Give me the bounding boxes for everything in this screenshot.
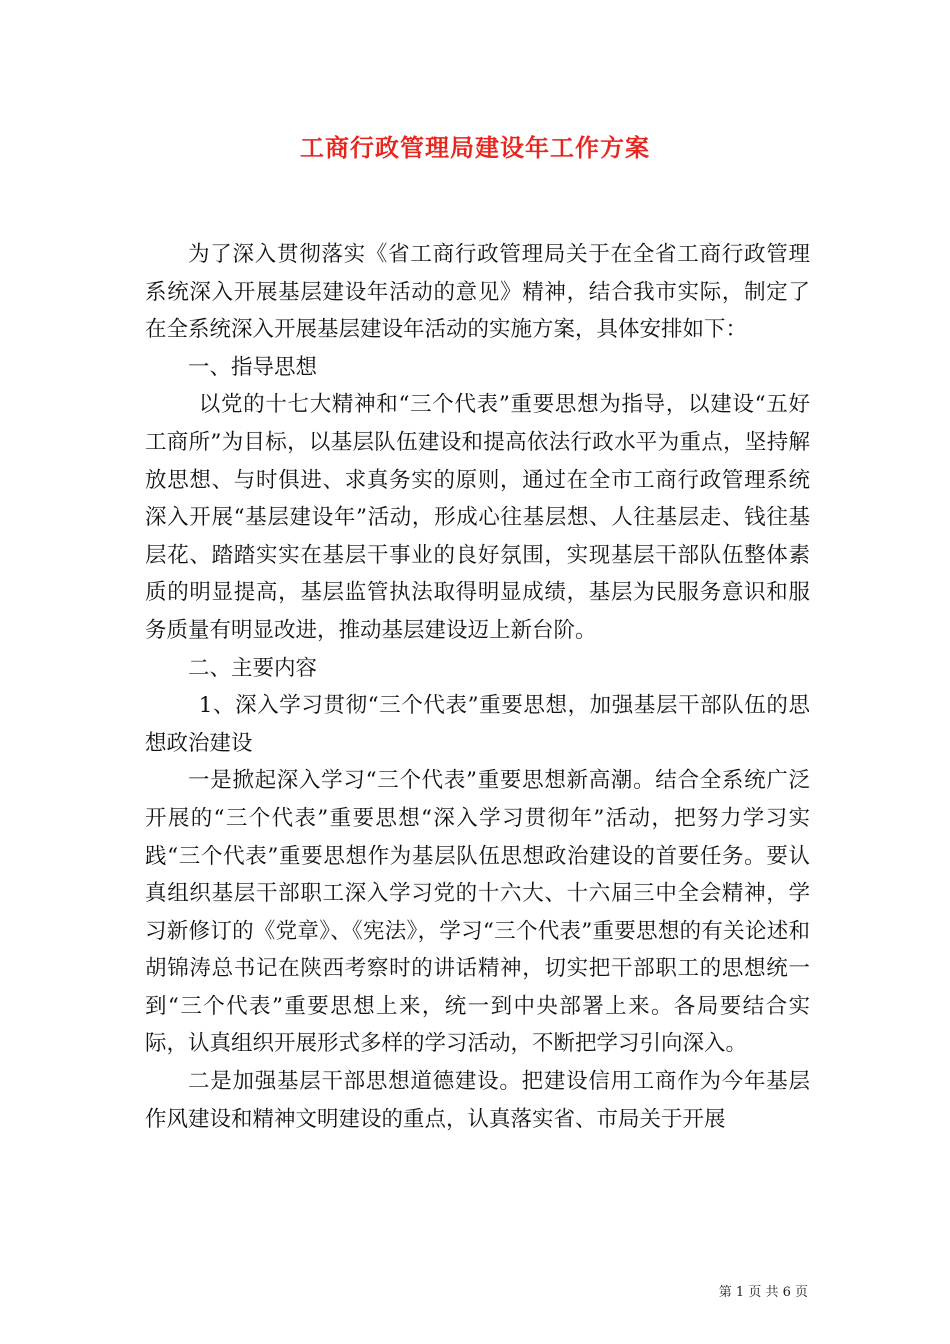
section-heading-guiding-thought: 一、指导思想 (188, 354, 318, 380)
paragraph-intro: 为了深入贯彻落实《省工商行政管理局关于在全省工商行政管理系统深入开展基层建设年活动的意见》精神，结合我市实际，制定了在全系统深入开展基层建设年活动的实施方案，具体安排如下： (145, 242, 810, 343)
page-number: 第 1 页 共 6 页 (718, 1285, 808, 1300)
paragraph-point-one: 一是掀起深入学习“三个代表”重要思想新高潮。结合全系统广泛开展的“三个代表”重要思想“深入学习贯彻年”活动，把努力学习实践“三个代表”重要思想作为基层队伍思想政治建设的首要任务。要认真组织基层干部职工深入学习党的十六大、十六届三中全会精神，学习新修订的《党章》、《宪法》，学习“三个代表”重要思想的有关论述和胡锦涛总书记在陕西考察时的讲话精神，切实把干部职工的思想统一到“三个代表”重要思想上来，统一到中央部署上来。各局要结合实际，认真组织开展形式多样的学习活动，不断把学习引向深入。 (145, 768, 810, 1057)
subsection-heading-1: 1、深入学习贯彻“三个代表”重要思想，加强基层干部队伍的思想政治建设 (145, 693, 810, 756)
document-title: 工商行政管理局建设年工作方案 (300, 133, 650, 162)
paragraph-guiding-thought: 以党的十七大精神和“三个代表”重要思想为指导，以建设“五好工商所”为目标，以基层队伍建设和提高依法行政水平为重点，坚持解放思想、与时俱进、求真务实的原则，通过在全市工商行政管理系统深入开展“基层建设年”活动，形成心往基层想、人往基层走、钱往基层花、踏踏实实在基层干事业的良好氛围，实现基层干部队伍整体素质的明显提高，基层监管执法取得明显成绩，基层为民服务意识和服务质量有明显改进，推动基层建设迈上新台阶。 (145, 392, 810, 643)
section-heading-main-content: 二、主要内容 (188, 655, 318, 681)
document-body (145, 236, 810, 1138)
paragraph-point-two: 二是加强基层干部思想道德建设。把建设信用工商作为今年基层作风建设和精神文明建设的重点，认真落实省、市局关于开展 (145, 1069, 810, 1132)
